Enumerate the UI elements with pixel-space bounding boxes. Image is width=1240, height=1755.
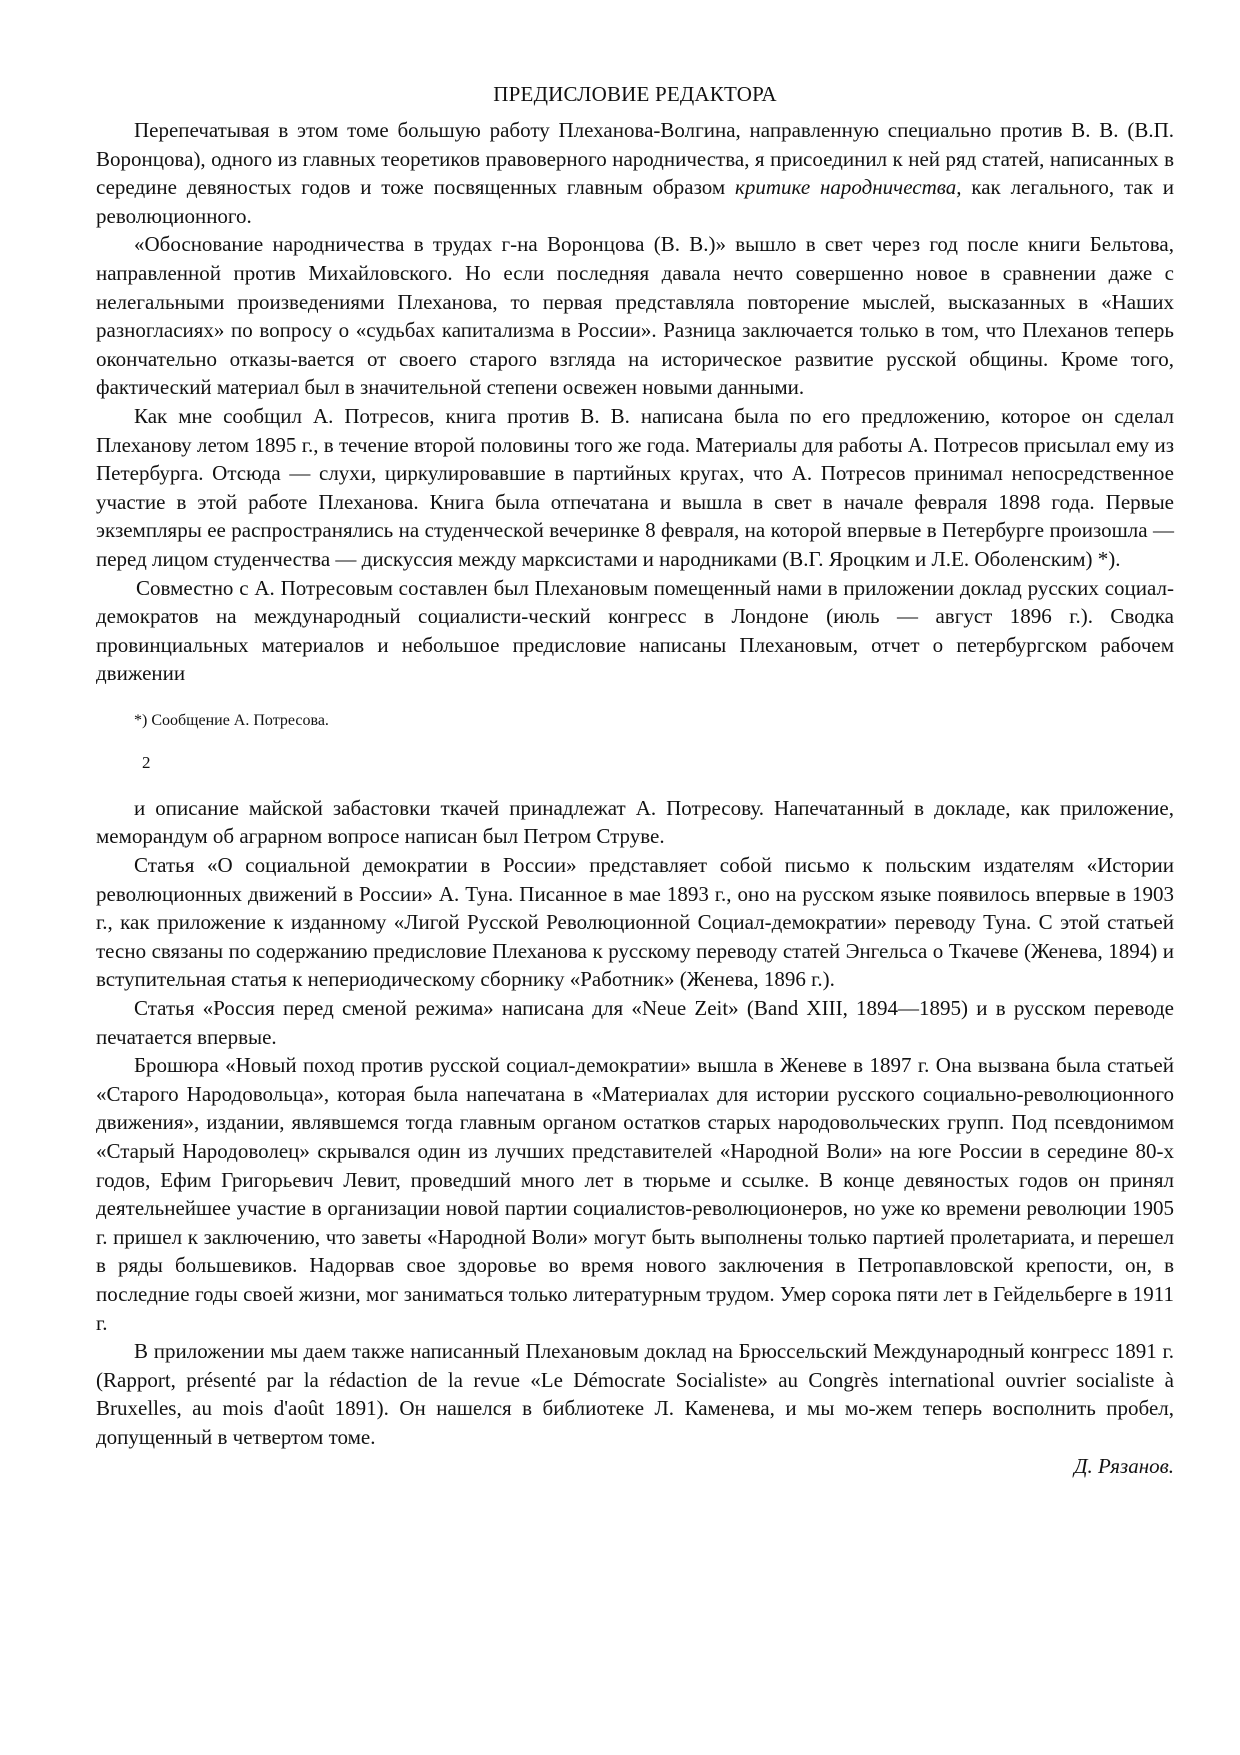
paragraph-1-end: как легального, так и революционного. bbox=[96, 175, 1175, 228]
paragraph-8: Брошюра «Новый поход против русской социал-демократии» вышла в Женеве в 1897 г. Она вызвана была статьей «Старого Народовольца», которая была напечатана в «Материалах для истории русского социально-революционного движения», издании, являвшемся тогда главным органом остатков старых народовольческих групп. Под псевдонимом «Старый Народоволец» скрывался один из лучших представителей «Народной Воли» на юге России в середине 80-х годов, Ефим Григорьевич Левит, проведший много лет в тюрьме и ссылке. В конце девяностых годов он принял деятельнейшее участие в организации новой партии социалистов-революционеров, но уже ко времени революции 1905 г. пришел к заключению, что заветы «Народной Воли» могут быть выполнены только партией пролетариата, и перешел в ряды большевиков. Надорвав свое здоровье во время нового заключения в Петропавловской крепости, он, в последние годы своей жизни, мог заниматься только литературным трудом. Умер сорока пяти лет в Гейдельберге в 1911 г. bbox=[96, 1053, 1174, 1335]
paragraph-1-text: Перепечатывая в этом томе большую работу Плеханова-Волгина, направленную специально против В. В. (В.П. Воронцова), одного из главных теоретиков правоверного народничества, я присоединил к ней ряд статей, написанных в середине девяностых годов и тоже посвященных главным образом bbox=[96, 118, 1174, 200]
paragraph-4: Совместно с А. Потресовым составлен был Плехановым помещенный нами в приложении доклад русских социал-демократов на международный социалисти-ческий конгресс в Лондоне (июль — август 1896 г.). Сводка провинциальных материалов и небольшое предисловие написаны Плехановым, отчет о петербургском рабочем движении bbox=[96, 575, 1174, 686]
page-continuation bbox=[96, 794, 1174, 1480]
footnote: *) Сообщение А. Потресова. bbox=[134, 711, 329, 729]
document-page bbox=[96, 80, 1174, 1480]
document-title: ПРЕДИСЛОВИЕ РЕДАКТОРА bbox=[493, 82, 777, 106]
signature: Д. Рязанов. bbox=[1074, 1453, 1174, 1478]
page-number: 2 bbox=[142, 752, 151, 772]
paragraph-6: Статья «О социальной демократии в России» представляет собой письмо к польским издателям «Истории революционных движений в России» А. Туна. Писанное в мае 1893 г., оно на русском языке появилось впервые в 1903 г., как приложение к изданному «Лигой Русской Революционной Социал-демократии» переводу Туна. С этой статьей тесно связаны по содержанию предисловие Плеханова к русскому переводу статей Энгельса о Ткачеве (Женева, 1894) и вступительная статья к непериодическому сборнику «Работник» (Женева, 1896 г.). bbox=[96, 853, 1174, 992]
paragraph-1 bbox=[96, 116, 1174, 230]
paragraph-1-italic: критике народничества, bbox=[735, 175, 962, 200]
paragraph-9: В приложении мы даем также написанный Плехановым доклад на Брюссельский Международный конгресс 1891 г. (Rapport, présenté par la rédaction de la revue «Le Démocrate Socialiste» au Congrès international ouvrier socialiste à Bruxelles, au mois d'août 1891). Он нашелся в библиотеке Л. Каменева, и мы мо-жем теперь восполнить пробел, допущенный в четвертом томе. bbox=[96, 1339, 1174, 1449]
paragraph-3: Как мне сообщил А. Потресов, книга против В. В. написана была по его предложению, которое он сделал Плеханову летом 1895 г., в течение второй половины того же года. Материалы для работы А. Потресов присылал ему из Петербурга. Отсюда — слухи, циркулировавшие в партийных кругах, что А. Потресов принимал непосредственное участие в этой работе Плеханова. Книга была отпечатана и вышла в свет в начале февраля 1898 года. Первые экземпляры ее распространялись на студенческой вечеринке 8 февраля, на которой впервые в Петербурге произошла — перед лицом студенчества — дискуссия между марксистами и народниками (В.Г. Яроцким и Л.Е. Оболенским) *). bbox=[96, 403, 1174, 571]
paragraph-2: «Обоснование народничества в трудах г-на Воронцова (В. В.)» вышло в свет через год после книги Бельтова, направленной против Михайловского. Но если последняя давала нечто совершенно новое в сравнении даже с нелегальными произведениями Плеханова, то первая представляла повторение мыслей, высказанных в «Наших разногласиях» по вопросу о «судьбах капитализма в России». Разница заключается только в том, что Плеханов теперь окончательно отказы-вается от своего старого взгляда на историческое развитие русской общины. Кроме того, фактический материал был в значительной степени освежен новыми данными. bbox=[96, 232, 1174, 400]
paragraph-5: и описание майской забастовки ткачей принадлежат А. Потресову. Напечатанный в докладе, как приложение, меморандум об аграрном вопросе написан был Петром Струве. bbox=[96, 795, 1174, 849]
paragraph-7: Статья «Россия перед сменой режима» написана для «Neue Zeit» (Band XIII, 1894—1895) и в русском переводе печатается впервые. bbox=[96, 996, 1174, 1049]
